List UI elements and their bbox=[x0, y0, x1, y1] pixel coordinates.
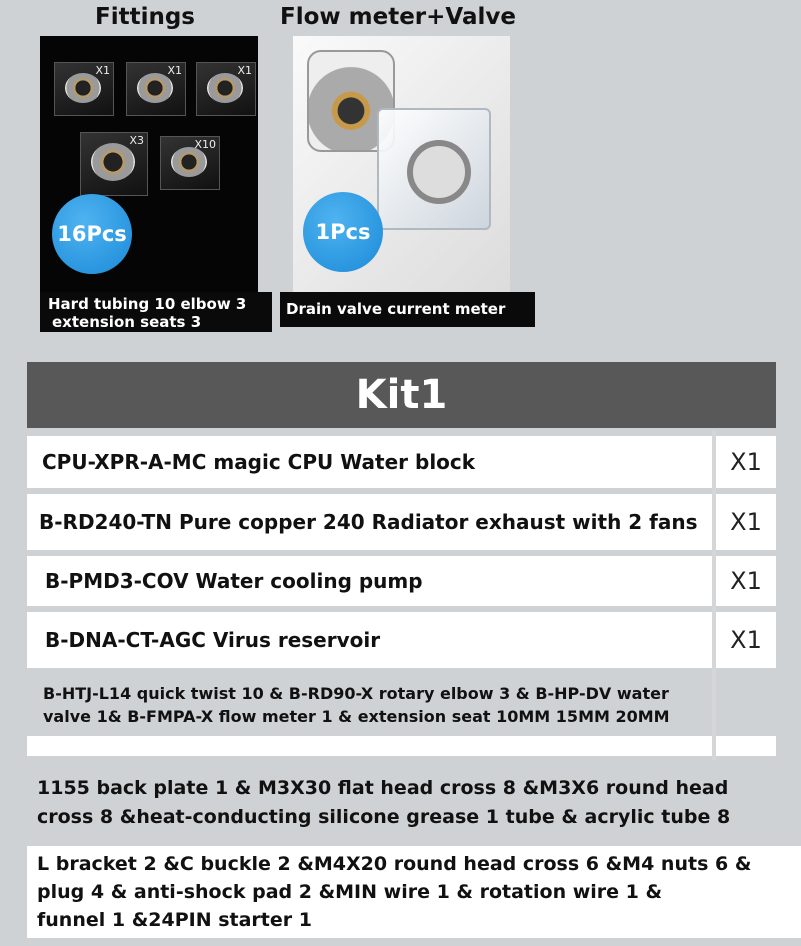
kit-empty-row bbox=[27, 736, 712, 756]
kit-row-pump: B-PMD3-COV Water cooling pump bbox=[27, 556, 712, 606]
kit-hardware-list: 1155 back plate 1 & M3X30 flat head cross 8 &M3X6 round head cross 8 &heat-conducting silicone grease 1 tube & acrylic tube 8 bbox=[37, 777, 731, 828]
kit-row-reservoir-qty: X1 bbox=[716, 612, 776, 668]
flowmeter-count-badge: 1Pcs bbox=[303, 192, 383, 272]
kit-empty-row-qty bbox=[716, 736, 776, 756]
fittings-title: Fittings bbox=[95, 4, 195, 30]
fitting-extension-image: X1 bbox=[196, 62, 256, 116]
fitting-straight-image: X1 bbox=[54, 62, 114, 116]
flowmeter-title: Flow meter+Valve bbox=[280, 4, 516, 30]
fitting-rotary-image: X1 bbox=[126, 62, 186, 116]
kit-row-cpu-block-qty: X1 bbox=[716, 436, 776, 488]
kit-fittings-list: B-HTJ-L14 quick twist 10 & B-RD90-X rotary elbow 3 & B-HP-DV water valve 1& B-FMPA-X flow meter 1 & extension seat 10MM 15MM 20MM bbox=[43, 684, 670, 726]
fitting-elbow-image: X3 bbox=[80, 132, 148, 196]
flowmeter-caption: Drain valve current meter bbox=[280, 292, 535, 327]
flowmeter-photo bbox=[293, 36, 510, 292]
fittings-count-badge: 16Pcs bbox=[52, 194, 132, 274]
kit-row-radiator: B-RD240-TN Pure copper 240 Radiator exhaust with 2 fans bbox=[27, 494, 712, 550]
fittings-caption: Hard tubing 10 elbow 3 extension seats 3 bbox=[40, 292, 272, 332]
kit-row-cpu-block: CPU-XPR-A-MC magic CPU Water block bbox=[27, 436, 712, 488]
kit-row-radiator-qty: X1 bbox=[716, 494, 776, 550]
flow-meter-image bbox=[377, 108, 491, 230]
kit-row-pump-qty: X1 bbox=[716, 556, 776, 606]
kit-title: Kit1 bbox=[27, 362, 776, 428]
fitting-compression-image: X10 bbox=[160, 136, 220, 190]
fittings-photo bbox=[40, 36, 258, 292]
kit-row-reservoir: B-DNA-CT-AGC Virus reservoir bbox=[27, 612, 712, 668]
kit-accessories-list: L bracket 2 &C buckle 2 &M4X20 round head cross 6 &M4 nuts 6 & plug 4 & anti-shock pad 2 &MIN wire 1 & rotation wire 1 & funnel 1 &24PIN starter 1 bbox=[27, 846, 801, 938]
